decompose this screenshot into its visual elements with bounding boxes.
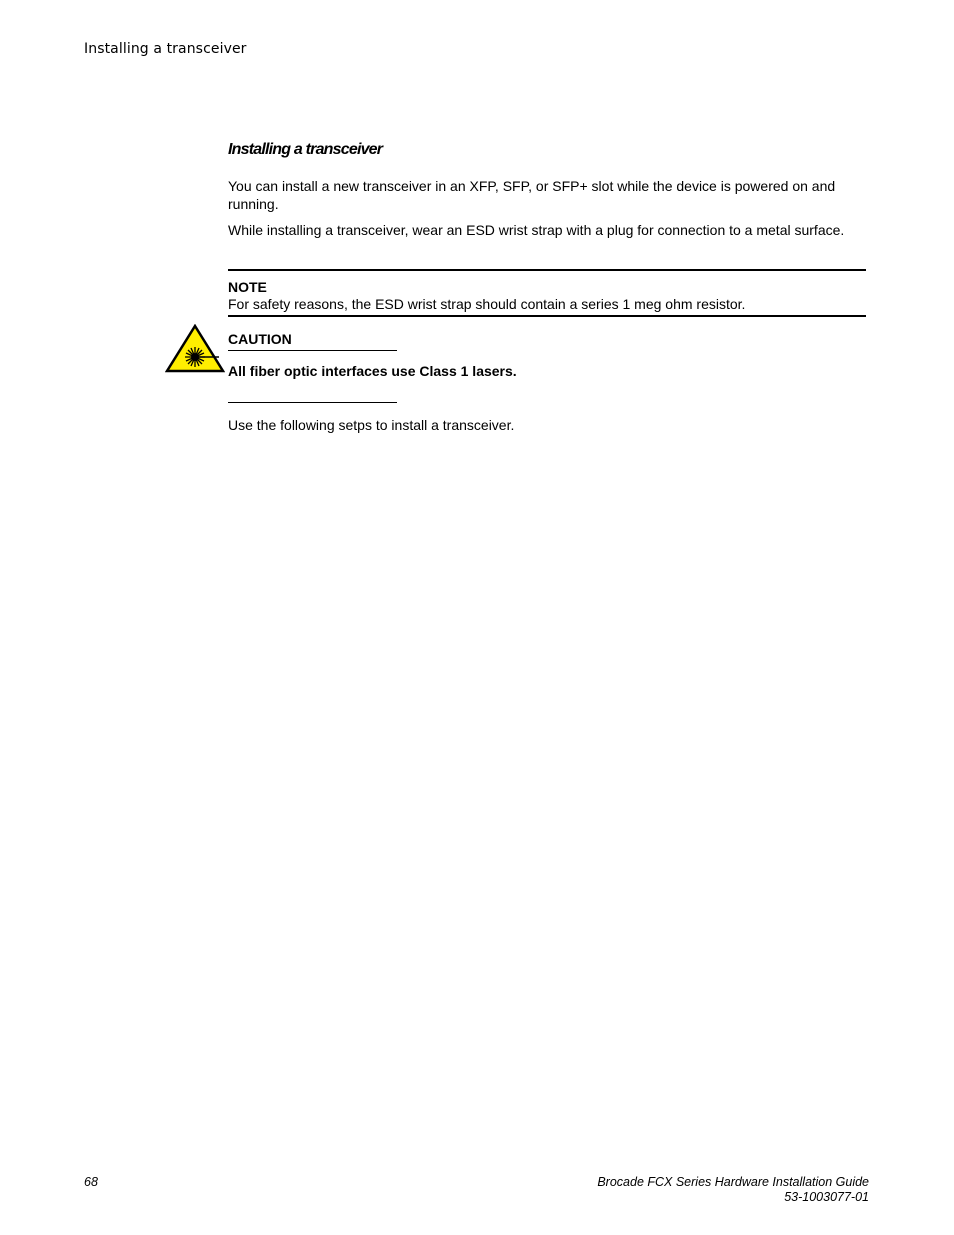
running-header: Installing a transceiver — [84, 41, 247, 57]
note-box — [228, 269, 866, 317]
caution-divider-bottom — [228, 402, 397, 403]
note-text: For safety reasons, the ESD wrist strap should contain a series 1 meg ohm resistor. — [228, 296, 746, 312]
steps-intro: Use the following setps to install a transceiver. — [228, 417, 515, 433]
caution-text: All fiber optic interfaces use Class 1 lasers. — [228, 363, 517, 379]
footer-doc-title: Brocade FCX Series Hardware Installation Guide — [597, 1175, 869, 1189]
section-title: Installing a transceiver — [228, 141, 383, 158]
page-number: 68 — [84, 1175, 98, 1189]
caution-label: CAUTION — [228, 331, 292, 347]
footer-doc-number: 53-1003077-01 — [784, 1190, 869, 1204]
footer-doc-info — [597, 1175, 869, 1205]
esd-paragraph: While installing a transceiver, wear an ESD wrist strap with a plug for connection to a metal surface. — [228, 222, 845, 238]
caution-divider-top — [228, 350, 397, 351]
laser-warning-icon — [165, 324, 225, 374]
intro-paragraph: You can install a new transceiver in an XFP, SFP, or SFP+ slot while the device is powered on and running. — [228, 178, 836, 212]
note-label: NOTE — [228, 279, 267, 295]
